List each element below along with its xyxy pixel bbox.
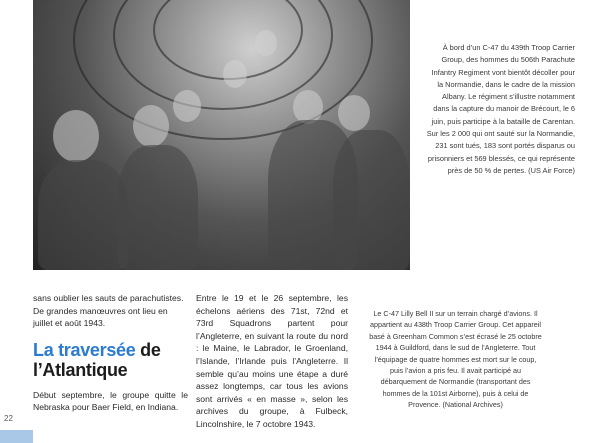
paragraph: Début septembre, le groupe quitte le Nebraska pour Baer Field, en Indiana. [33,389,188,413]
soldier-body [38,160,128,270]
soldier-body [118,145,198,270]
paragraph: Entre le 19 et le 26 septembre, les échelons aériens des 71st, 72nd et 73rd Squadrons partent pour l’Angleterre, en suivant la route du nord : le Maine, le Labrador, le Groenland, l’Islande, l’Irlande puis l’Angleterre. Il semble qu’au moins une étape a duré assez longtemps, car tous les avions sont arrivés « en masse », selon les archives du groupe, à Fulbeck, Lincolnshire, le 7 octobre 1943. [196,293,348,429]
soldier-head [293,90,323,124]
heading-part: l’Atlantique [33,359,128,380]
photo-caption-2 [369,308,542,411]
paratroopers-photo [33,0,410,270]
paragraph: sans oublier les sauts de parachutistes. De grandes manœuvres ont lieu en juillet et août 1943. [33,293,184,329]
soldier-body [333,130,410,270]
text-column-1 [33,292,188,414]
soldier-head [255,30,277,56]
soldier-head [53,110,99,162]
text-column-2 [196,292,348,431]
soldier-head [338,95,370,131]
page-tab-bar [0,430,33,443]
heading-highlight: La traversée [33,339,136,360]
page-number-tab [0,412,33,443]
soldier-head [133,105,169,147]
page-number: 22 [4,414,13,423]
section-heading [33,340,188,380]
photo-caption: À bord d’un C-47 du 439th Troop Carrier Group, des hommes du 506th Parachute Infantry Regiment vont bientôt décoller pour la Normandie, dans le cadre de la mission Albany. Le régiment s’illustre notamment dans la capture du manoir de Brécourt, le 6 juin, puis participe à la bataille de Carentan. Sur les 2 000 qui ont sauté sur la Normandie, 231 sont tués, 183 sont portés disparus ou prisonniers et 569 blessés, ce qui représente près de 50 % de pertes. (US Air Force) [426,43,575,175]
heading-part: de [135,339,161,360]
soldier-head [173,90,201,122]
caption-text: Le C-47 Lilly Bell II sur un terrain chargé d’avions. Il appartient au 438th Troop Carrier Group. Cet appareil basé à Greenham Common s’est écrasé le 25 octobre 1944 à Guildford, dans le sud de l’Angleterre. Tout l’équipage de quatre hommes est mort sur le coup, puis l’avion a pris feu. Il avait participé au débarquement de Normandie (transportant des hommes de la 101st Airborne), puis à celui de Provence. (National Archives) [369,309,542,410]
soldier-head [223,60,247,88]
